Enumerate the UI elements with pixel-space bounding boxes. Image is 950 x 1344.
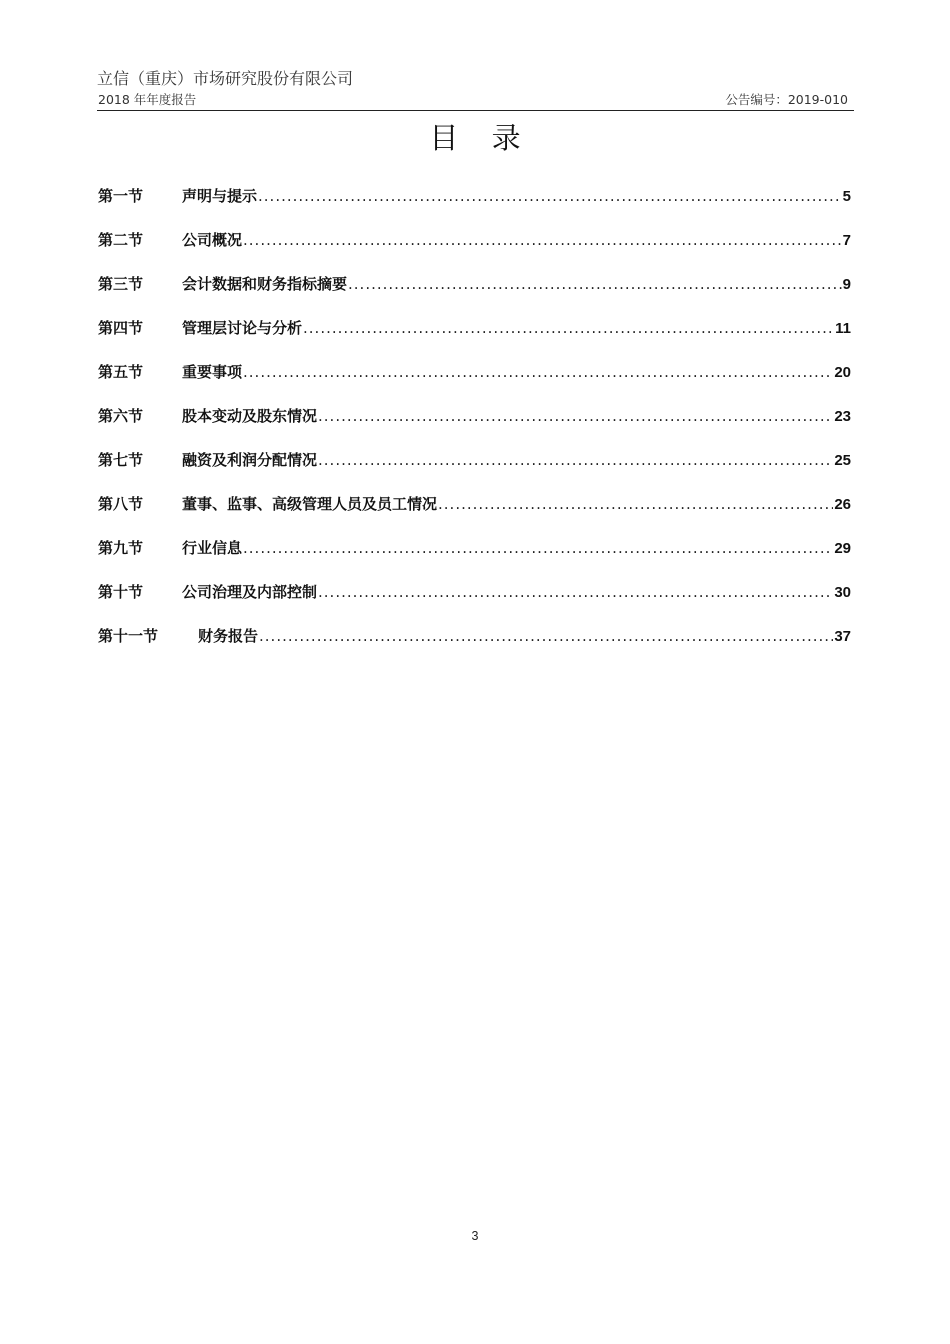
toc-page-number: 11: [835, 320, 851, 337]
toc-section-number: 第八节: [98, 495, 144, 513]
toc-entry[interactable]: [98, 228, 851, 272]
toc-dot-leader: [318, 580, 833, 604]
toc-section-title: 公司治理及内部控制: [182, 583, 318, 601]
toc-dot-leader: [243, 360, 833, 384]
toc-dot-leader: [438, 492, 833, 516]
toc-section-title: 公司概况: [182, 231, 243, 249]
toc-section-title: 董事、监事、高级管理人员及员工情况: [182, 495, 438, 513]
company-name: 立信（重庆）市场研究股份有限公司: [97, 69, 354, 88]
toc-page-number: 26: [834, 496, 851, 513]
page-number: 3: [471, 1229, 479, 1243]
toc-dot-leader: [318, 448, 833, 472]
toc-section-number: 第四节: [98, 319, 144, 337]
toc-section-number: 第一节: [98, 187, 144, 205]
toc-section-title: 行业信息: [182, 539, 243, 557]
toc-section-title: 融资及利润分配情况: [182, 451, 318, 469]
toc-page-number: 29: [834, 540, 851, 557]
toc-entry[interactable]: [98, 448, 851, 492]
toc-section-number: 第七节: [98, 451, 144, 469]
toc-entry[interactable]: [98, 624, 851, 668]
toc-page-number: 9: [842, 276, 851, 293]
announcement-number: 公告编号：2019-010: [725, 92, 848, 107]
toc-page-number: 23: [834, 408, 851, 425]
header-meta-row: [97, 90, 854, 110]
toc-section-title: 股本变动及股东情况: [182, 407, 318, 425]
toc-section-number: 第三节: [98, 275, 144, 293]
toc-dot-leader: [243, 228, 842, 252]
toc-page-number: 7: [842, 232, 851, 249]
header-divider: [97, 110, 854, 111]
toc-dot-leader: [259, 624, 833, 648]
toc-section-title: 管理层讨论与分析: [182, 319, 303, 337]
toc-page-number: 5: [842, 188, 851, 205]
toc-section-title: 重要事项: [182, 363, 243, 381]
toc-page-number: 37: [834, 628, 851, 645]
toc-section-number: 第六节: [98, 407, 144, 425]
report-title: 2018 年年度报告: [98, 92, 197, 107]
toc-page-number: 25: [834, 452, 851, 469]
toc-entry[interactable]: [98, 316, 851, 360]
toc-dot-leader: [318, 404, 833, 428]
toc-page-number: 30: [834, 584, 851, 601]
toc-dot-leader: [303, 316, 834, 340]
toc-dot-leader: [243, 536, 833, 560]
table-of-contents: [98, 184, 851, 668]
toc-section-number: 第十节: [98, 583, 144, 601]
toc-entry[interactable]: [98, 580, 851, 624]
toc-entry[interactable]: [98, 360, 851, 404]
toc-section-number: 第五节: [98, 363, 144, 381]
page-header: [97, 68, 854, 111]
toc-entry[interactable]: [98, 404, 851, 448]
toc-section-title: 财务报告: [198, 627, 259, 645]
toc-page-number: 20: [834, 364, 851, 381]
toc-entry[interactable]: [98, 492, 851, 536]
toc-dot-leader: [258, 184, 842, 208]
toc-section-number: 第九节: [98, 539, 144, 557]
toc-title: 目 录: [429, 121, 533, 155]
toc-section-title: 会计数据和财务指标摘要: [182, 275, 348, 293]
toc-section-title: 声明与提示: [182, 187, 258, 205]
toc-entry[interactable]: [98, 184, 851, 228]
toc-section-number: 第十一节: [98, 627, 159, 645]
toc-entry[interactable]: [98, 536, 851, 580]
toc-dot-leader: [348, 272, 842, 296]
toc-entry[interactable]: [98, 272, 851, 316]
toc-section-number: 第二节: [98, 231, 144, 249]
